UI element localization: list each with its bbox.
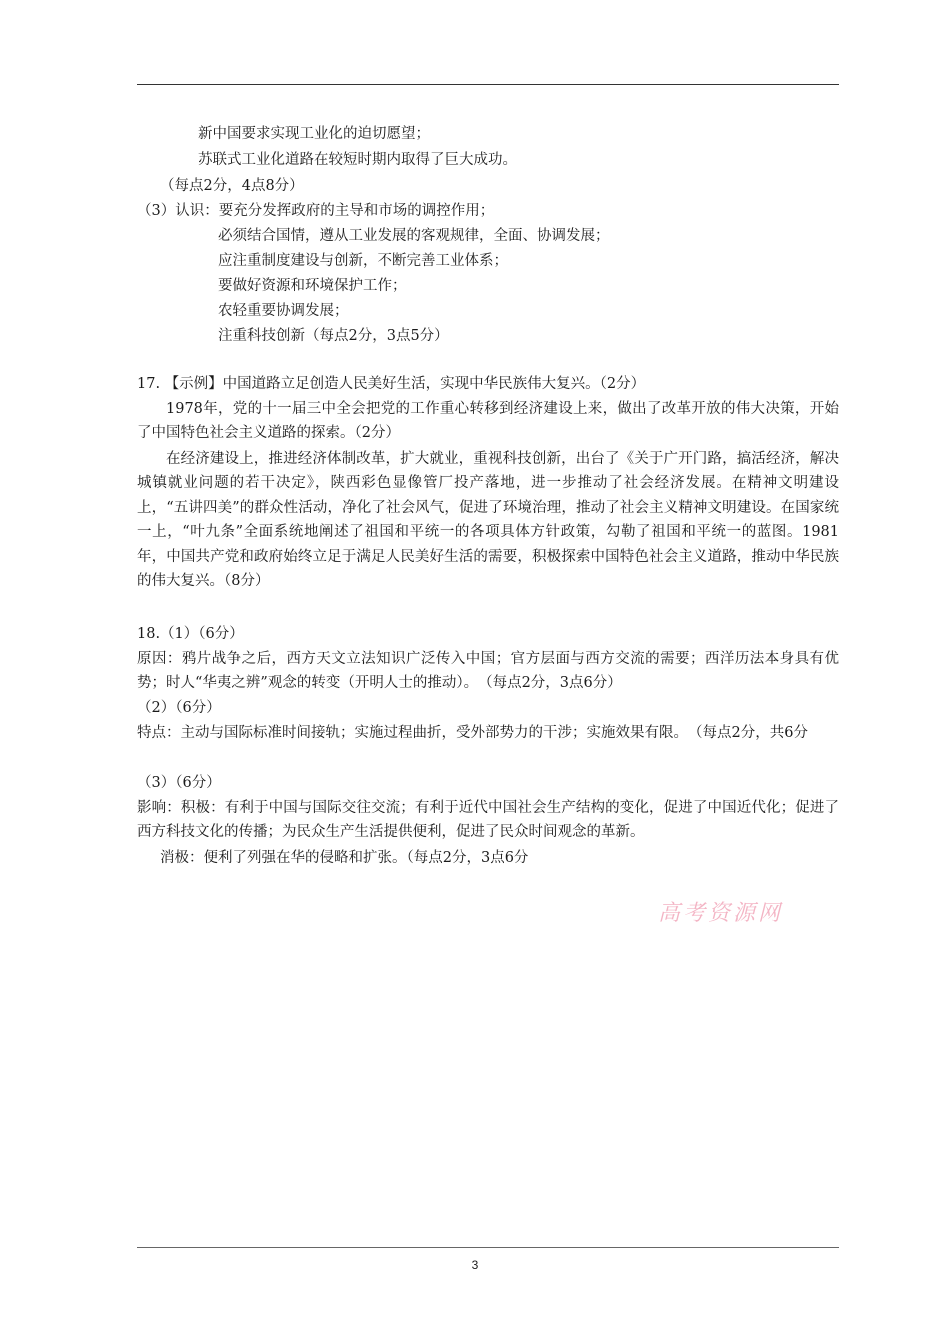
s16-part3-item-2: 应注重制度建设与创新，不断完善工业体系； <box>218 253 508 269</box>
header-rule <box>137 84 839 85</box>
s16-part3-item-4: 农轻重要协调发展； <box>218 303 349 319</box>
s18-part3-text: 影响：积极：有利于中国与国际交往交流；有利于近代中国社会生产结构的变化，促进了中国近代化；促进了西方科技文化的传播；为民众生产生活提供便利，促进了民众时间观念的革新。 <box>137 800 839 841</box>
s16-part3-item-1: 必须结合国情，遵从工业发展的客观规律，全面、协调发展； <box>218 228 610 244</box>
s18-part2-text: 特点：主动与国际标准时间接轨；实施过程曲折，受外部势力的干涉；实施效果有限。 （每点2分，共6分 <box>137 725 808 741</box>
s16-line-2: 苏联式工业化道路在较短时期内取得了巨大成功。 <box>198 152 517 168</box>
s16-score-note: （每点2分，4点8分） <box>160 178 304 194</box>
s18-part3-negative: 消极：便利了列强在华的侵略和扩张。（每点2分，3点6分 <box>160 850 529 866</box>
watermark-logo: 高考资源网 <box>658 901 784 926</box>
s17-heading: 17. 【示例】中国道路立足创造人民美好生活，实现中华民族伟大复兴。（2分） <box>137 376 646 392</box>
s18-part1-heading: 18.（1）（6分） <box>137 626 244 642</box>
s18-part2-heading: （2）（6分） <box>137 700 221 716</box>
s18-part1-text: 原因：鸦片战争之后，西方天文立法知识广泛传入中国；官方层面与西方交流的需要；西洋历法本身具有优势；时人“华夷之辨”观念的转变（开明人士的推动）。 （每点2分，3点6分） <box>137 651 839 692</box>
s17-paragraph-1: 1978年，党的十一届三中全会把党的工作重心转移到经济建设上来，做出了改革开放的伟大决策，开始了中国特色社会主义道路的探索。（2分） <box>137 401 839 442</box>
s16-part3-item-5: 注重科技创新（每点2分，3点5分） <box>218 328 449 344</box>
s18-part3-heading: （3）（6分） <box>137 775 221 791</box>
page-number: 3 <box>471 1258 479 1272</box>
s17-paragraph-2: 在经济建设上，推进经济体制改革，扩大就业，重视科技创新，出台了《关于广开门路，搞活经济，解决城镇就业问题的若干决定》，陕西彩色显像管厂投产落地，进一步推动了社会经济发展。在精神文明建设上，“五讲四美”的群众性活动，净化了社会风气，促进了环境治理，推动了社会主义精神文明建设。在国家统一上，“叶九条”全面系统地阐述了祖国和平统一的各项具体方针政策，勾勒了祖国和平统一的蓝图。1981年，中国共产党和政府始终立足于满足人民美好生活的需要，积极探索中国特色社会主义道路，推动中华民族的伟大复兴。（8分） <box>137 451 839 590</box>
s16-line-1: 新中国要求实现工业化的迫切愿望； <box>198 126 430 142</box>
s16-part3-intro: （3）认识：要充分发挥政府的主导和市场的调控作用； <box>137 203 495 219</box>
s16-part3-item-3: 要做好资源和环境保护工作； <box>218 278 407 294</box>
footer-rule <box>137 1247 839 1248</box>
